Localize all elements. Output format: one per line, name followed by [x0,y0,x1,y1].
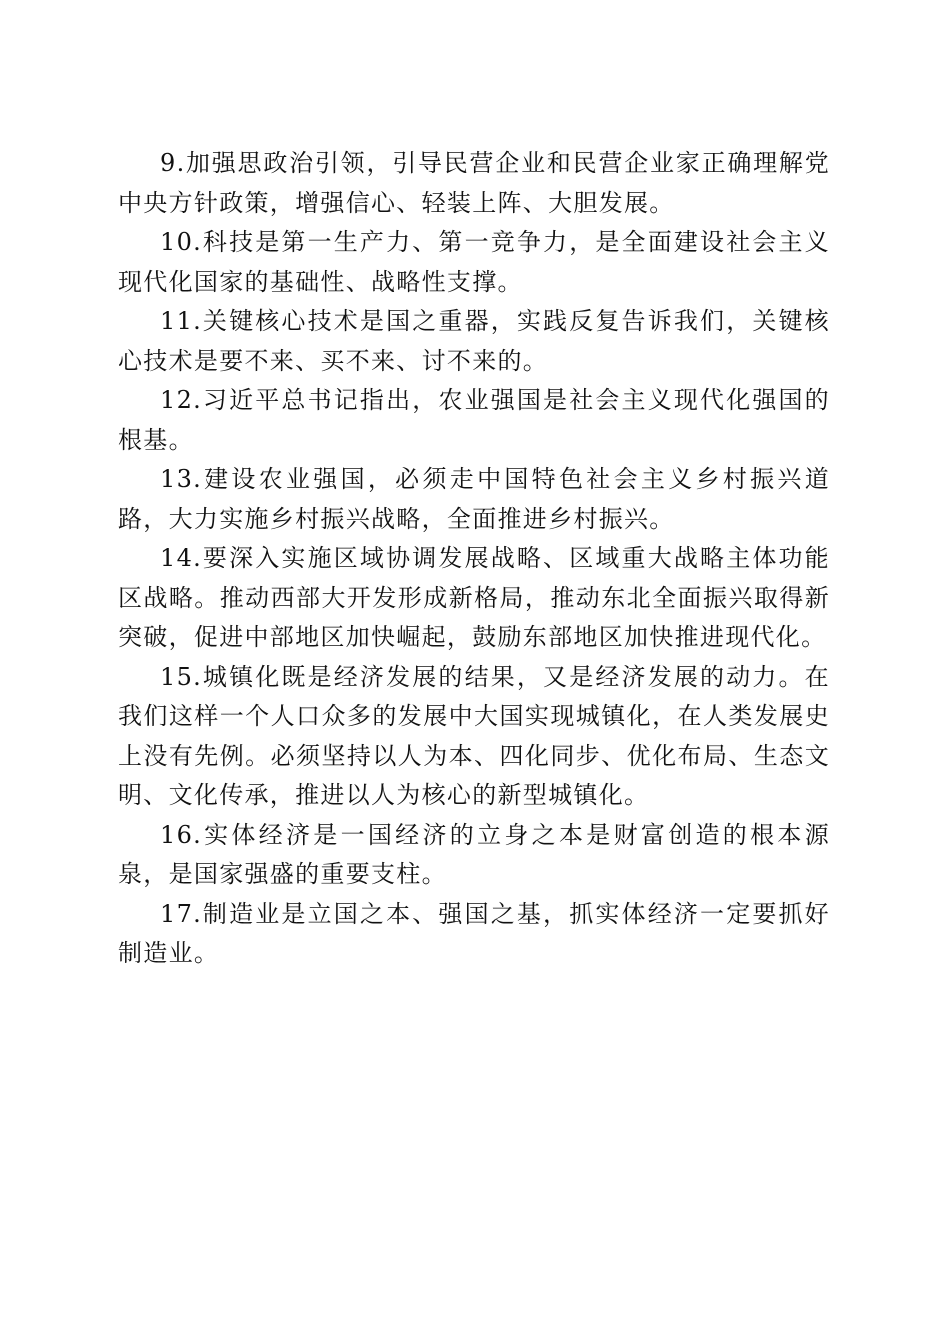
paragraph-16: 16.实体经济是一国经济的立身之本是财富创造的根本源泉，是国家强盛的重要支柱。 [118,820,830,888]
paragraph-17: 17.制造业是立国之本、强国之基，抓实体经济一定要抓好制造业。 [118,899,830,967]
paragraph-12: 12.习近平总书记指出，农业强国是社会主义现代化强国的根基。 [118,386,830,454]
document-body [118,144,830,974]
paragraph-14: 14.要深入实施区域协调发展战略、区域重大战略主体功能区战略。推动西部大开发形成新格局，推动东北全面振兴取得新突破，促进中部地区加快崛起，鼓励东部地区加快推进现代化。 [118,544,830,651]
paragraph-11: 11.关键核心技术是国之重器，实践反复告诉我们，关键核心技术是要不来、买不来、讨不来的。 [118,307,830,375]
paragraph-13: 13.建设农业强国，必须走中国特色社会主义乡村振兴道路，大力实施乡村振兴战略，全面推进乡村振兴。 [118,465,830,533]
paragraph-15: 15.城镇化既是经济发展的结果，又是经济发展的动力。在我们这样一个人口众多的发展中大国实现城镇化，在人类发展史上没有先例。必须坚持以人为本、四化同步、优化布局、生态文明、文化传承，推进以人为核心的新型城镇化。 [118,662,830,809]
paragraph-10: 10.科技是第一生产力、第一竞争力，是全面建设社会主义现代化国家的基础性、战略性支撑。 [118,228,830,296]
paragraph-9: 9.加强思政治引领，引导民营企业和民营企业家正确理解党中央方针政策，增强信心、轻装上阵、大胆发展。 [118,149,830,217]
